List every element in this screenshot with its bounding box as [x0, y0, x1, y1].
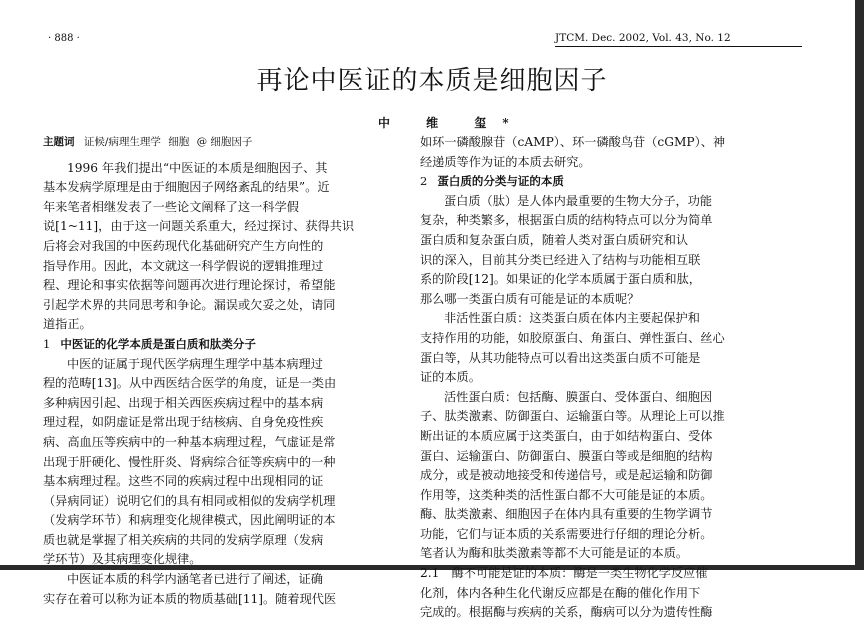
text-line: 那么哪一类蛋白质有可能是证的本质呢？ [420, 291, 640, 306]
text-line: 完成的。根据酶与疾病的关系，酶病可以分为遗传性酶 [420, 605, 713, 620]
text-line: 道指正。 [43, 317, 92, 332]
paragraph [420, 388, 768, 564]
text-line: 1996 年我们提出“中医证的本质是细胞因子、其 [67, 160, 328, 175]
text-line: 引起学术界的共同思考和争论。漏误或欠妥之处，请同 [43, 297, 336, 312]
paragraph [43, 355, 388, 571]
text-line: 支持作用的功能，如胶原蛋白、角蛋白、弹性蛋白、丝心 [420, 330, 725, 345]
keyword: @ 细胞因子 [196, 136, 253, 148]
section-title: 中医证的化学本质是蛋白质和肽类分子 [60, 336, 256, 351]
page-number: · 888 · [48, 33, 80, 44]
text-line: （异病同证）说明它们的具有相同或相似的发病学机理 [43, 493, 336, 508]
text-line: 出现于肝硬化、慢性肝炎、肾病综合征等疾病中的一种 [43, 454, 336, 469]
text-line: 学环节）及其病理变化规律。 [43, 552, 202, 567]
text-line: 蛋白、运输蛋白、防御蛋白、膜蛋白等或是细胞的结构 [420, 448, 713, 463]
paragraph [420, 192, 768, 310]
text-line: 笔者认为酶和肽类激素等都不大可能是证的本质。 [420, 546, 689, 561]
text-line: 功能，它们与证本质的关系需要进行仔细的理论分析。 [420, 526, 713, 541]
text-line: 基本发病学原理是由于细胞因子网络紊乱的结果”。近 [43, 180, 330, 195]
section-number: 1 [43, 336, 51, 351]
author: 中 维 玺* [378, 116, 525, 130]
text-line: 作用等，这类种类的活性蛋白都不大可能是证的本质。 [420, 487, 713, 502]
keyword: 细胞 [168, 136, 190, 148]
text-line: 2.1 酶不可能是证的本质：酶是一类生物化学反应催 [420, 566, 708, 581]
text-line: 基本病理过程。这些不同的疾病过程中出现相同的证 [43, 474, 324, 489]
text-line: 活性蛋白质：包括酶、膜蛋白、受体蛋白、细胞因 [444, 389, 713, 404]
text-line: 化剂，体内各种生化代谢反应都是在酶的催化作用下 [420, 585, 701, 600]
text-line: 指导作用。因此，本文就这一科学假说的逻辑推理过 [43, 258, 324, 273]
text-line: 程、理论和事实依据等问题再次进行理论探讨，希望能 [43, 278, 336, 293]
text-line: 后将会对我国的中医药现代化基础研究产生方向性的 [43, 238, 324, 253]
text-line: 程的范畴[13]。从中西医结合医学的角度，证是一类由 [43, 376, 337, 391]
keywords [43, 133, 388, 153]
text-line: 证的本质。 [420, 370, 481, 385]
paragraph [43, 159, 388, 335]
paragraph [420, 309, 768, 387]
text-line: 经递质等作为证的本质去研究。 [420, 154, 591, 169]
text-line: 成分，或是被动地接受和传递信号，或是起运输和防御 [420, 468, 713, 483]
text-line: （发病学环节）和病理变化规律模式，因此阐明证的本 [43, 513, 336, 528]
right-column [420, 133, 768, 623]
text-line: 蛋白质和复杂蛋白质，随着人类对蛋白质研究和认 [420, 232, 689, 247]
text-line: 复杂，种类繁多，根据蛋白质的结构特点可以分为简单 [420, 213, 713, 228]
text-line: 年来笔者相继发表了一些论文阐释了这一科学假 [43, 199, 299, 214]
left-column [43, 133, 388, 609]
text-line: 识的深入，目前其分类已经进入了结构与功能相互联 [420, 252, 701, 267]
paragraph [420, 133, 768, 172]
text-line: 子、肽类激素、防御蛋白、运输蛋白等。从理论上可以推 [420, 409, 725, 424]
article-title: 再论中医证的本质是细胞因子 [256, 66, 608, 96]
text-line: 系的阶段[12]。如果证的化学本质属于蛋白质和肽， [420, 272, 701, 287]
section-heading [43, 335, 388, 355]
text-line: 中医证本质的科学内涵笔者已进行了阐述，证确 [67, 572, 323, 587]
text-line: 蛋白等，从其功能特点可以看出这类蛋白质不可能是 [420, 350, 701, 365]
text-line: 质也就是掌握了相关疾病的共同的发病学原理（发病 [43, 532, 324, 547]
section-number: 2 [420, 174, 428, 189]
text-line: 病、高血压等疾病中的一种基本病理过程，气虚证是常 [43, 434, 336, 449]
keywords-label: 主题词 [43, 136, 75, 148]
paragraph [43, 570, 388, 609]
text-line: 断出证的本质应属于这类蛋白，由于如结构蛋白、受体 [420, 428, 713, 443]
header-rule [555, 46, 802, 47]
text-line: 蛋白质（肽）是人体内最重要的生物大分子，功能 [444, 193, 713, 208]
text-line: 如环一磷酸腺苷（cAMP）、环一磷酸鸟苷（cGMP）、神 [420, 135, 726, 149]
text-line: 非活性蛋白质：这类蛋白质在体内主要起保护和 [444, 311, 700, 326]
section-heading [420, 172, 768, 192]
journal-citation: JTCM. Dec. 2002, Vol. 43, No. 12 [555, 32, 731, 44]
text-line: 理过程，如阴虚证是常出现于结核病、自身免疫性疾 [43, 415, 324, 430]
text-line: 说[1~11]，由于这一问题关系重大，经过探讨、获得共识 [43, 219, 355, 234]
text-line: 多种病因引起、出现于相关西医疾病过程中的基本病 [43, 395, 324, 410]
text-line: 实存在着可以称为证本质的物质基础[11]。随着现代医 [43, 591, 337, 606]
keyword: 证候/病理生理学 [83, 136, 161, 148]
text-line: 酶、肽类激素、细胞因子在体内具有重要的生物学调节 [420, 507, 713, 522]
text-line: 中医的证属于现代医学病理生理学中基本病理过 [67, 356, 323, 371]
paragraph [420, 564, 768, 623]
section-title: 蛋白质的分类与证的本质 [437, 174, 564, 189]
